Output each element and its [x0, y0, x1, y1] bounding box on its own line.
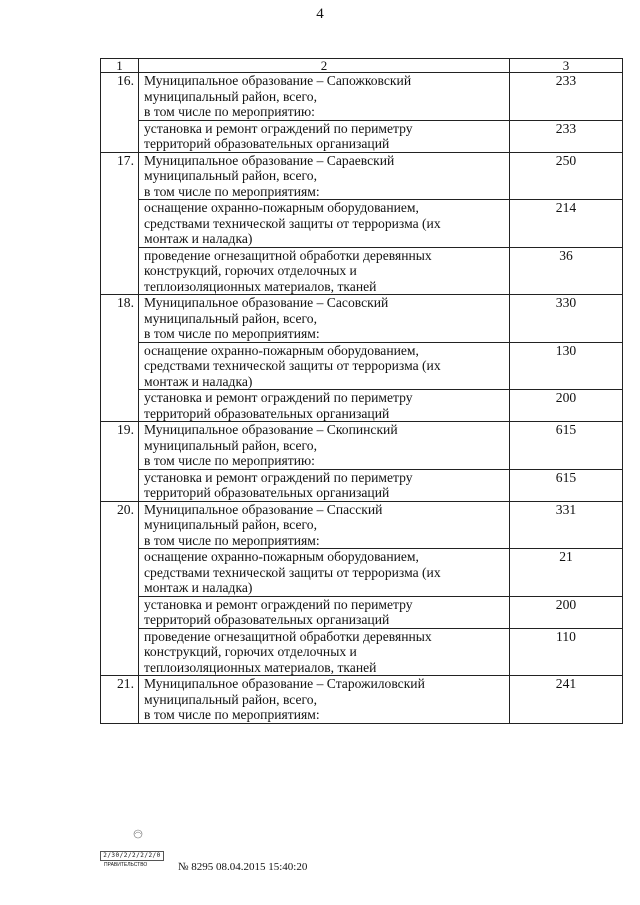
description-line: муниципальный район, всего, [144, 517, 317, 532]
description-cell [139, 152, 510, 200]
description-line: оснащение охранно-пожарным оборудованием, [144, 549, 419, 564]
measures-table [100, 58, 623, 724]
row-number-cell [101, 469, 139, 501]
description-line: Муниципальное образование – Старожиловский [144, 676, 425, 691]
description-line: муниципальный район, всего, [144, 691, 317, 707]
table-row [101, 200, 623, 248]
description-cell [139, 422, 510, 470]
description-cell [139, 200, 510, 248]
row-number-cell: 19. [101, 422, 139, 470]
table-row [101, 342, 623, 390]
description-line: проведение огнезащитной обработки деревянных [144, 628, 432, 644]
description-cell [139, 676, 510, 724]
description-cell [139, 295, 510, 343]
description-cell [139, 390, 510, 422]
amount-cell: 21 [510, 549, 623, 597]
table-row [101, 596, 623, 628]
description-line: муниципальный район, всего, [144, 168, 317, 183]
description-line: теплоизоляционных материалов, тканей [144, 659, 377, 675]
description-cell [139, 120, 510, 152]
description-line: теплоизоляционных материалов, тканей [144, 278, 377, 294]
description-line: монтаж и наладка) [144, 580, 253, 595]
description-line: оснащение охранно-пожарным оборудованием, [144, 342, 419, 358]
description-line: средствами технической защиты от терроризма (их [144, 358, 441, 373]
table-row [101, 676, 623, 724]
description-line: территорий образовательных организаций [144, 485, 390, 500]
table-row [101, 549, 623, 597]
description-cell [139, 596, 510, 628]
description-cell [139, 342, 510, 390]
description-line: конструкций, горючих отделочных и [144, 263, 357, 278]
row-number-cell [101, 549, 139, 597]
header-col-2: 2 [139, 59, 510, 73]
row-number-cell [101, 120, 139, 152]
row-number-cell: 21. [101, 676, 139, 724]
stamp-barcode-text: 2/30/2/2/2/2/0 [100, 851, 164, 861]
row-number-cell [101, 247, 139, 295]
amount-cell: 615 [510, 422, 623, 470]
table-row [101, 469, 623, 501]
description-cell [139, 628, 510, 676]
amount-cell: 241 [510, 676, 623, 724]
description-cell [139, 549, 510, 597]
table-row [101, 390, 623, 422]
row-number-cell [101, 628, 139, 676]
table-row [101, 152, 623, 200]
description-line: средствами технической защиты от терроризма (их [144, 564, 441, 580]
description-line: в том числе по мероприятиям: [144, 707, 320, 722]
description-line: установка и ремонт ограждений по периметру [144, 596, 413, 612]
description-line: в том числе по мероприятию: [144, 104, 315, 119]
description-line: Муниципальное образование – Скопинский [144, 422, 398, 437]
page-number: 4 [316, 6, 324, 22]
table-row [101, 422, 623, 470]
description-cell [139, 501, 510, 549]
description-line: Муниципальное образование – Сараевский [144, 152, 395, 168]
row-number-cell [101, 390, 139, 422]
amount-cell: 36 [510, 247, 623, 295]
table-row [101, 628, 623, 676]
description-line: территорий образовательных организаций [144, 405, 390, 421]
amount-cell: 214 [510, 200, 623, 248]
table-row [101, 247, 623, 295]
description-line: муниципальный район, всего, [144, 437, 317, 453]
description-line: установка и ремонт ограждений по периметру [144, 120, 413, 136]
description-line: территорий образовательных организаций [144, 612, 390, 627]
document-reference: № 8295 08.04.2015 15:40:20 [178, 861, 308, 873]
description-line: установка и ремонт ограждений по периметру [144, 390, 413, 405]
description-cell [139, 469, 510, 501]
row-number-cell: 20. [101, 501, 139, 549]
description-line: Муниципальное образование – Сапожковский [144, 73, 412, 88]
amount-cell: 233 [510, 120, 623, 152]
amount-cell: 200 [510, 596, 623, 628]
description-line: в том числе по мероприятиям: [144, 532, 320, 548]
description-line: муниципальный район, всего, [144, 310, 317, 326]
description-line: оснащение охранно-пожарным оборудованием, [144, 200, 419, 215]
description-line: в том числе по мероприятиям: [144, 326, 320, 341]
description-line: установка и ремонт ограждений по периметру [144, 469, 413, 485]
description-cell [139, 73, 510, 121]
description-cell [139, 247, 510, 295]
description-line: проведение огнезащитной обработки деревянных [144, 247, 432, 263]
row-number-cell: 16. [101, 73, 139, 121]
description-line: монтаж и наладка) [144, 231, 253, 246]
table-row [101, 295, 623, 343]
description-line: территорий образовательных организаций [144, 136, 390, 151]
table-row [101, 73, 623, 121]
amount-cell: 250 [510, 152, 623, 200]
row-number-cell [101, 342, 139, 390]
description-line: муниципальный район, всего, [144, 88, 317, 104]
row-number-cell [101, 200, 139, 248]
description-line: Муниципальное образование – Сасовский [144, 295, 389, 310]
amount-cell: 200 [510, 390, 623, 422]
table-header-row [101, 59, 623, 73]
amount-cell: 110 [510, 628, 623, 676]
row-number-cell: 18. [101, 295, 139, 343]
amount-cell: 331 [510, 501, 623, 549]
description-line: Муниципальное образование – Спасский [144, 501, 383, 517]
table-row [101, 501, 623, 549]
amount-cell: 615 [510, 469, 623, 501]
row-number-cell [101, 596, 139, 628]
description-line: средствами технической защиты от терроризма (их [144, 215, 441, 231]
row-number-cell: 17. [101, 152, 139, 200]
header-col-1: 1 [101, 59, 139, 73]
description-line: в том числе по мероприятию: [144, 453, 315, 468]
amount-cell: 233 [510, 73, 623, 121]
amount-cell: 330 [510, 295, 623, 343]
description-line: конструкций, горючих отделочных и [144, 644, 357, 659]
stamp-subtext: ПРАВИТЕЛЬСТВО [104, 862, 148, 868]
table-row [101, 120, 623, 152]
description-line: монтаж и наладка) [144, 373, 253, 389]
header-col-3: 3 [510, 59, 623, 73]
description-line: в том числе по мероприятиям: [144, 183, 320, 199]
amount-cell: 130 [510, 342, 623, 390]
